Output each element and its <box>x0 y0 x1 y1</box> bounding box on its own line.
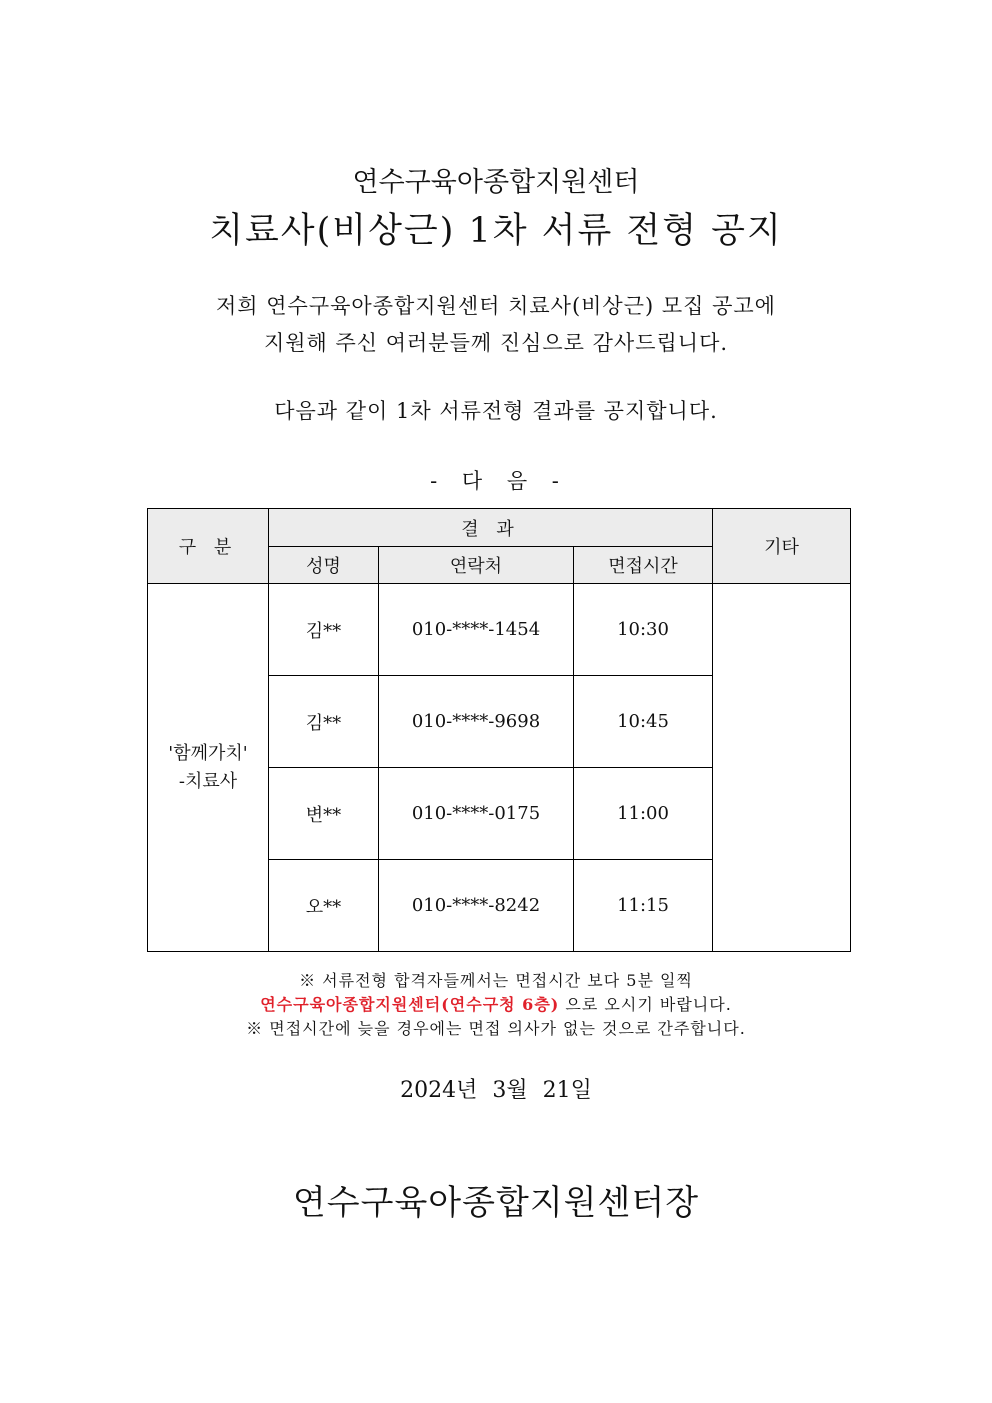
intro-line-3: 다음과 같이 1차 서류전형 결과를 공지합니다. <box>274 399 718 423</box>
interview-time: 11:00 <box>574 768 713 860</box>
applicant-contact: 010-****-9698 <box>379 676 574 768</box>
note-line-2 <box>0 992 992 1015</box>
interview-time: 10:30 <box>574 584 713 676</box>
interview-time: 11:15 <box>574 860 713 952</box>
table-row <box>148 584 851 676</box>
interview-time: 10:45 <box>574 676 713 768</box>
organization-title: 연수구육아종합지원센터 <box>352 167 640 198</box>
category-line-2: -치료사 <box>178 770 238 792</box>
applicant-name: 변** <box>269 768 379 860</box>
header-remarks: 기타 <box>713 509 851 584</box>
category-cell <box>148 584 269 952</box>
document-title: 치료사(비상근) 1차 서류 전형 공지 <box>209 211 783 251</box>
intro-line-1: 저희 연수구육아종합지원센터 치료사(비상근) 모집 공고에 <box>216 294 776 318</box>
applicant-contact: 010-****-0175 <box>379 768 574 860</box>
next-heading: - 다 음 - <box>430 469 562 493</box>
header-interview-time: 면접시간 <box>574 547 713 584</box>
header-category: 구 분 <box>148 509 269 584</box>
note-line-1: ※ 서류전형 합격자들께서는 면접시간 보다 5분 일찍 <box>299 971 693 990</box>
document-date: 2024년 3월 21일 <box>400 1078 592 1103</box>
location-highlight: 연수구육아종합지원센터(연수구청 6층) <box>260 995 560 1014</box>
intro-line-2: 지원해 주신 여러분들께 진심으로 감사드립니다. <box>263 331 729 355</box>
applicant-contact: 010-****-1454 <box>379 584 574 676</box>
category-line-1: '함께가치' <box>168 742 248 764</box>
header-contact: 연락처 <box>379 547 574 584</box>
applicant-name: 오** <box>269 860 379 952</box>
signature: 연수구육아종합지원센터장 <box>292 1183 700 1223</box>
applicant-name: 김** <box>269 676 379 768</box>
header-name: 성명 <box>269 547 379 584</box>
note-line-2-rest: 으로 오시기 바랍니다. <box>559 995 732 1014</box>
result-table <box>147 508 851 952</box>
header-result: 결 과 <box>269 509 713 547</box>
remarks-cell <box>713 584 851 952</box>
applicant-name: 김** <box>269 584 379 676</box>
applicant-contact: 010-****-8242 <box>379 860 574 952</box>
note-line-3: ※ 면접시간에 늦을 경우에는 면접 의사가 없는 것으로 간주합니다. <box>246 1019 746 1038</box>
